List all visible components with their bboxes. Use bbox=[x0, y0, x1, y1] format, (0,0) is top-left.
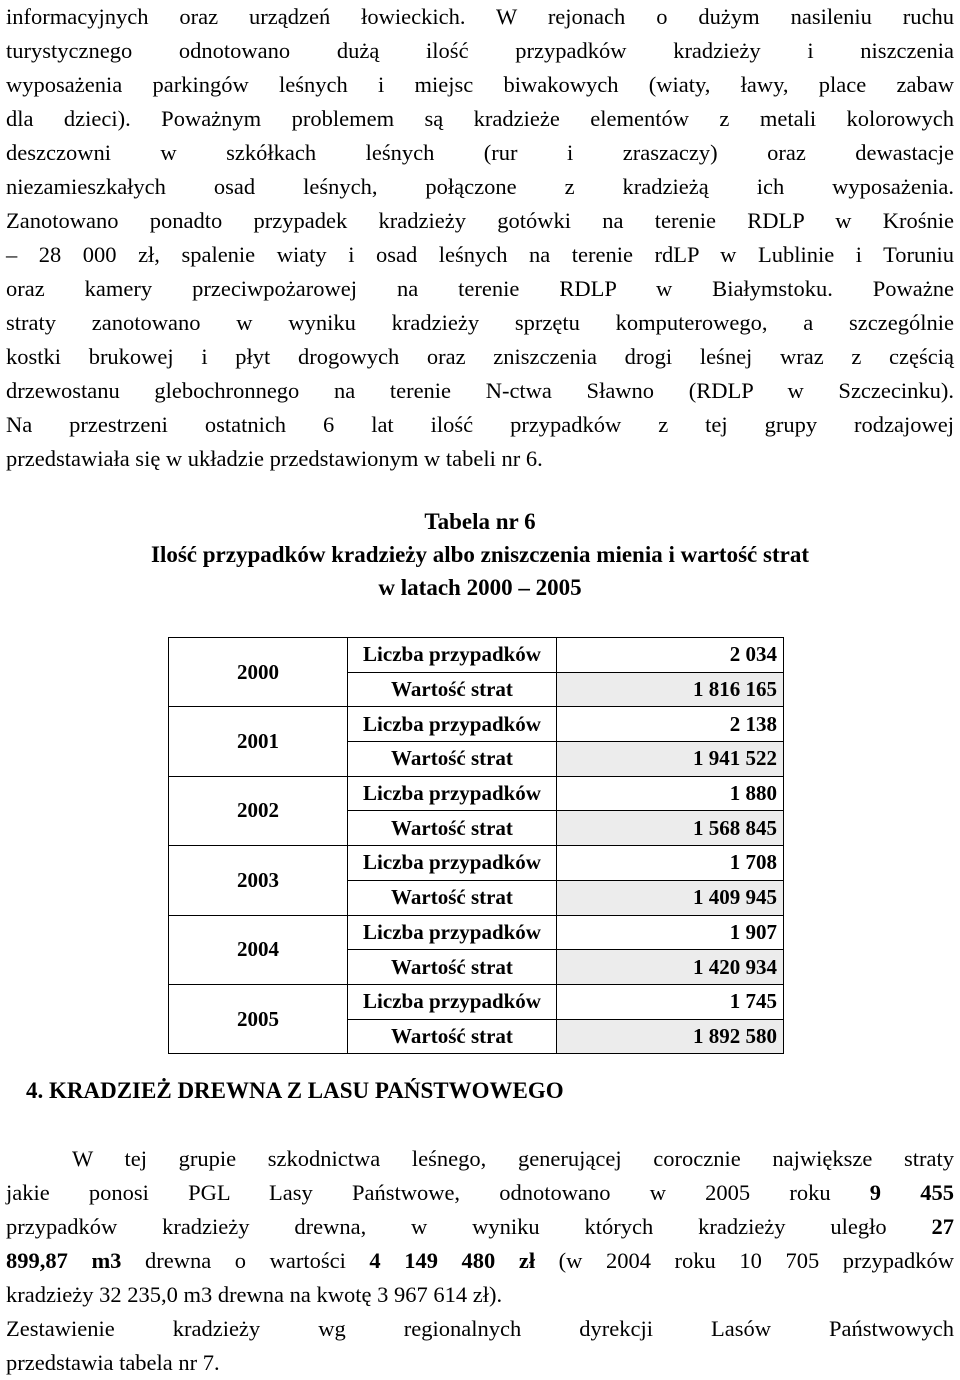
section-heading: 4. KRADZIEŻ DREWNA Z LASU PAŃSTWOWEGO bbox=[26, 1078, 564, 1103]
text-run: jakie ponosi PGL Lasy Państwowe, odnotowano w 2005 roku bbox=[6, 1180, 831, 1205]
year-cell: 2002 bbox=[169, 776, 348, 845]
text-run: przypadków kradzieży drewna, w wyniku których kradzieży uległo bbox=[6, 1214, 887, 1239]
value-emphasis: 4 149 480 zł bbox=[369, 1248, 536, 1273]
volume-emphasis-cont: 899,87 m3 bbox=[6, 1248, 122, 1273]
text-run: (w 2004 roku 10 705 przypadków bbox=[535, 1248, 954, 1273]
loss-value-cell: 1 892 580 bbox=[557, 1019, 784, 1054]
text-line: W tej grupie szkodnictwa leśnego, generującej corocznie największe straty bbox=[72, 1146, 954, 1171]
text-line bbox=[6, 1244, 954, 1278]
year-cell: 2004 bbox=[169, 915, 348, 984]
intro-paragraph bbox=[6, 0, 954, 476]
count-label-cell: Liczba przypadków bbox=[348, 846, 557, 881]
count-value-cell: 1 745 bbox=[557, 984, 784, 1019]
loss-label-cell: Wartość strat bbox=[348, 811, 557, 846]
count-value-cell: 1 708 bbox=[557, 846, 784, 881]
year-cell: 2001 bbox=[169, 707, 348, 776]
text-line: kradzieży 32 235,0 m3 drewna na kwotę 3 967 614 zł). bbox=[6, 1282, 503, 1307]
loss-value-cell: 1 409 945 bbox=[557, 880, 784, 915]
text-line: dla dzieci). Poważnym problemem są kradzieże elementów z metali kolorowych bbox=[6, 106, 954, 131]
text-line: – 28 000 zł, spalenie wiaty i osad leśnych na terenie rdLP w Lublinie i Toruniu bbox=[6, 242, 954, 267]
count-value-cell: 2 138 bbox=[557, 707, 784, 742]
volume-emphasis: 27 bbox=[931, 1214, 955, 1239]
year-cell: 2003 bbox=[169, 846, 348, 915]
text-line: informacyjnych oraz urządzeń łowieckich. W rejonach o dużym nasileniu ruchu bbox=[6, 4, 954, 29]
table-caption-number: Tabela nr 6 bbox=[424, 509, 536, 534]
table-row bbox=[169, 638, 784, 673]
loss-label-cell: Wartość strat bbox=[348, 742, 557, 777]
loss-value-cell: 1 816 165 bbox=[557, 672, 784, 707]
section-paragraph bbox=[6, 1142, 954, 1380]
text-line: przedstawia tabela nr 7. bbox=[6, 1350, 220, 1375]
loss-label-cell: Wartość strat bbox=[348, 1019, 557, 1054]
text-line: turystycznego odnotowano dużą ilość przypadków kradzieży i niszczenia bbox=[6, 38, 954, 63]
count-label-cell: Liczba przypadków bbox=[348, 776, 557, 811]
text-line: oraz kamery przeciwpożarowej na terenie RDLP w Białymstoku. Poważne bbox=[6, 276, 954, 301]
text-line: Zestawienie kradzieży wg regionalnych dyrekcji Lasów Państwowych bbox=[6, 1316, 954, 1341]
loss-label-cell: Wartość strat bbox=[348, 950, 557, 985]
text-line: Na przestrzeni ostatnich 6 lat ilość przypadków z tej grupy rodzajowej bbox=[6, 412, 954, 437]
count-label-cell: Liczba przypadków bbox=[348, 638, 557, 673]
loss-value-cell: 1 568 845 bbox=[557, 811, 784, 846]
theft-statistics-table bbox=[168, 637, 784, 1054]
table-row bbox=[169, 984, 784, 1019]
count-label-cell: Liczba przypadków bbox=[348, 915, 557, 950]
table-row bbox=[169, 776, 784, 811]
count-label-cell: Liczba przypadków bbox=[348, 984, 557, 1019]
table-row bbox=[169, 707, 784, 742]
count-value-cell: 2 034 bbox=[557, 638, 784, 673]
text-run: drewna o wartości bbox=[121, 1248, 370, 1273]
loss-value-cell: 1 420 934 bbox=[557, 950, 784, 985]
count-value-cell: 1 907 bbox=[557, 915, 784, 950]
theft-count-emphasis: 9 455 bbox=[869, 1180, 954, 1205]
loss-label-cell: Wartość strat bbox=[348, 672, 557, 707]
text-line: Zanotowano ponadto przypadek kradzieży gotówki na terenie RDLP w Krośnie bbox=[6, 208, 954, 233]
text-line bbox=[6, 1176, 954, 1210]
count-value-cell: 1 880 bbox=[557, 776, 784, 811]
text-line: niezamieszkałych osad leśnych, połączone z kradzieżą ich wyposażenia. bbox=[6, 174, 954, 199]
table-row bbox=[169, 846, 784, 881]
text-line: przedstawiała się w układzie przedstawionym w tabeli nr 6. bbox=[6, 446, 543, 471]
table-caption-title: Ilość przypadków kradzieży albo zniszczenia mienia i wartość strat bbox=[151, 542, 809, 567]
text-line: kostki brukowej i płyt drogowych oraz zniszczenia drogi leśnej wraz z częścią bbox=[6, 344, 954, 369]
text-line bbox=[6, 1210, 954, 1244]
text-line: drzewostanu glebochronnego na terenie N-ctwa Sławno (RDLP w Szczecinku). bbox=[6, 378, 954, 403]
loss-label-cell: Wartość strat bbox=[348, 880, 557, 915]
text-line: straty zanotowano w wyniku kradzieży sprzętu komputerowego, a szczególnie bbox=[6, 310, 954, 335]
text-line: deszczowni w szkółkach leśnych (rur i zraszaczy) oraz dewastacje bbox=[6, 140, 954, 165]
table-caption-years: w latach 2000 – 2005 bbox=[378, 575, 582, 600]
year-cell: 2005 bbox=[169, 984, 348, 1053]
year-cell: 2000 bbox=[169, 638, 348, 707]
table-row bbox=[169, 915, 784, 950]
loss-value-cell: 1 941 522 bbox=[557, 742, 784, 777]
text-line: wyposażenia parkingów leśnych i miejsc biwakowych (wiaty, ławy, place zabaw bbox=[6, 72, 954, 97]
count-label-cell: Liczba przypadków bbox=[348, 707, 557, 742]
